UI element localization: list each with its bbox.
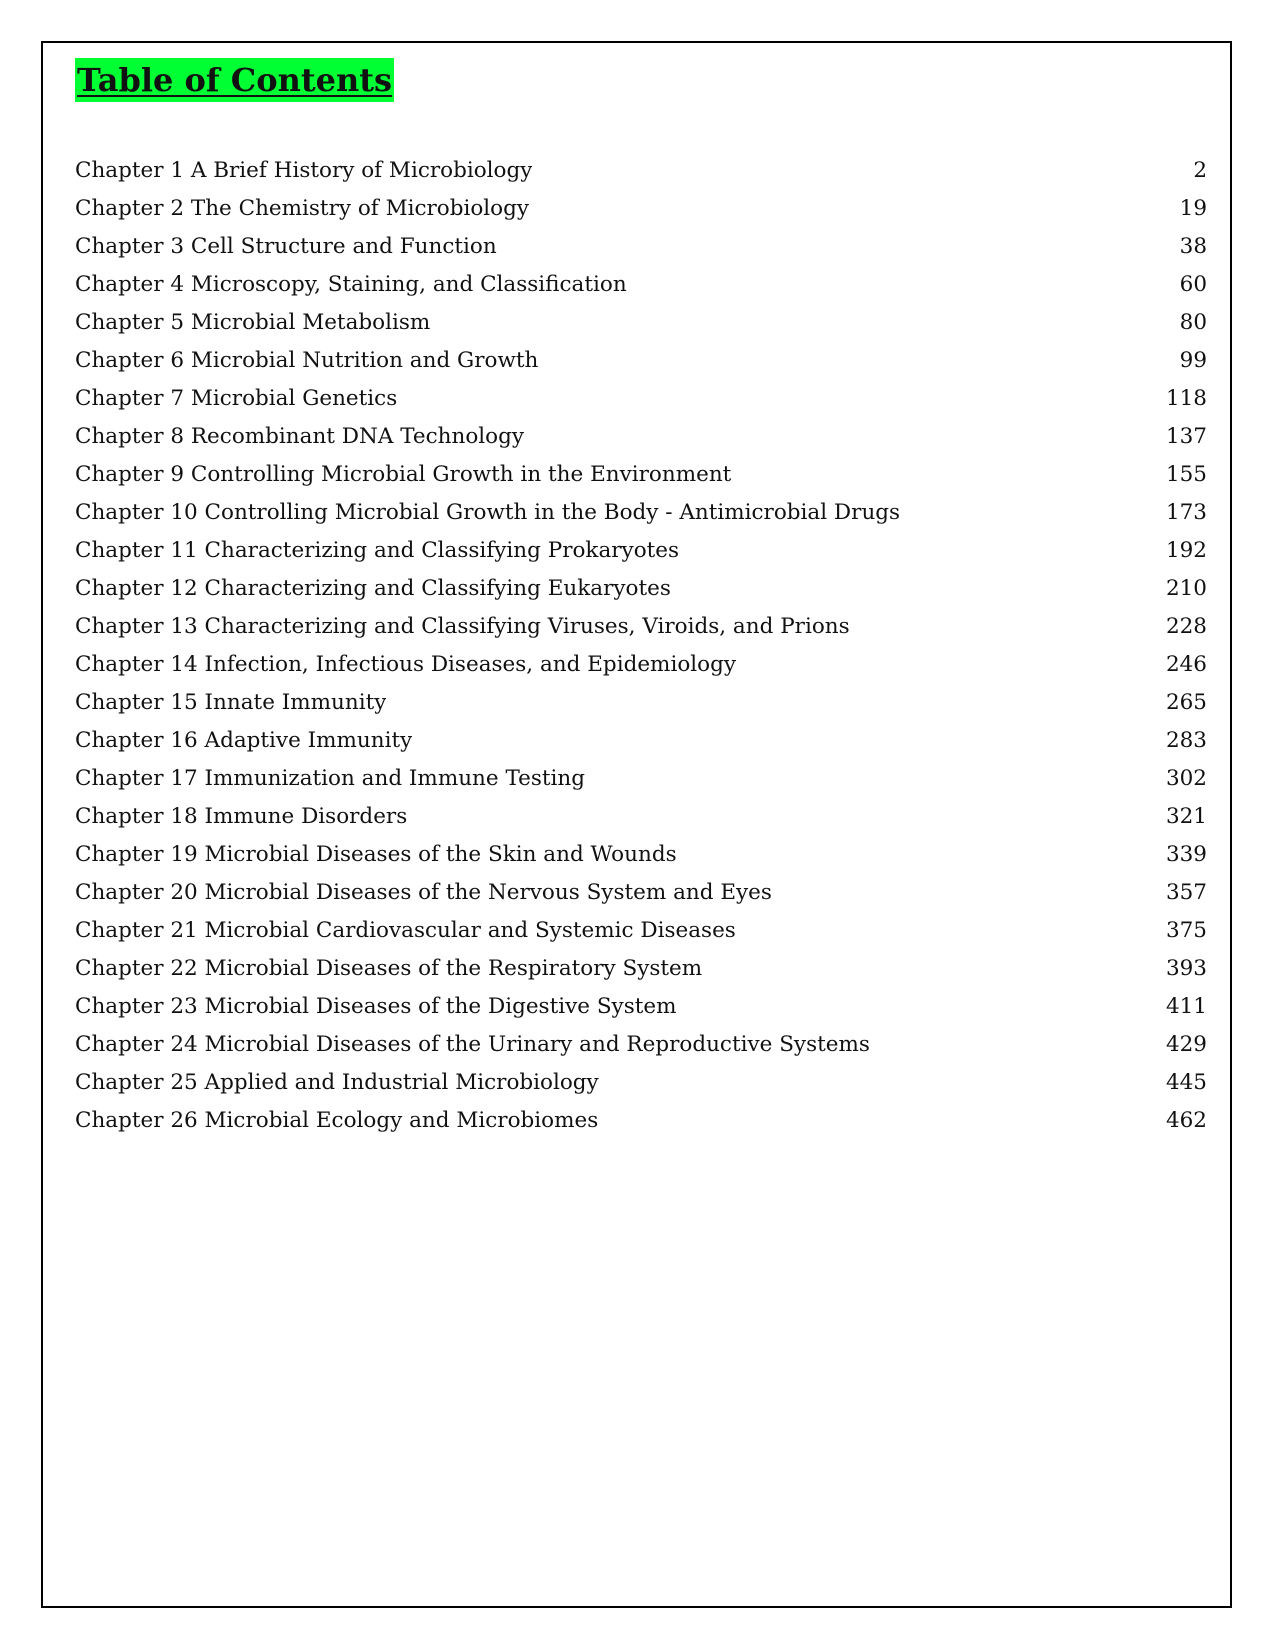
toc-entry[interactable] [75,152,1207,190]
toc-entry[interactable] [75,380,1207,418]
toc-entry[interactable] [75,760,1207,798]
toc-entry[interactable] [75,1064,1207,1102]
toc-entry-page-number: 60 [1179,272,1207,297]
toc-entry-page-number: 173 [1165,500,1207,525]
toc-list [75,152,1207,1140]
toc-entry[interactable] [75,456,1207,494]
toc-entry-page-number: 462 [1165,1108,1207,1133]
toc-entry-title: Chapter 15 Innate Immunity [75,690,387,715]
toc-entry-title: Chapter 20 Microbial Diseases of the Nervous System and Eyes [75,880,772,905]
toc-entry-page-number: 19 [1179,196,1207,221]
toc-entry-title: Chapter 10 Controlling Microbial Growth in the Body - Antimicrobial Drugs [75,500,901,525]
toc-entry-title: Chapter 12 Characterizing and Classifying Eukaryotes [75,576,671,601]
toc-entry-page-number: 80 [1179,310,1207,335]
toc-entry-title: Chapter 8 Recombinant DNA Technology [75,424,524,449]
toc-entry[interactable] [75,304,1207,342]
toc-entry[interactable] [75,1026,1207,1064]
toc-entry[interactable] [75,228,1207,266]
toc-entry[interactable] [75,836,1207,874]
toc-entry[interactable] [75,266,1207,304]
toc-entry-title: Chapter 6 Microbial Nutrition and Growth [75,348,539,373]
toc-entry-page-number: 155 [1165,462,1207,487]
toc-entry-title: Chapter 13 Characterizing and Classifying Viruses, Viroids, and Prions [75,614,850,639]
toc-entry-page-number: 38 [1179,234,1207,259]
toc-entry-title: Chapter 1 A Brief History of Microbiology [75,158,533,183]
toc-entry-page-number: 393 [1165,956,1207,981]
toc-entry-page-number: 99 [1179,348,1207,373]
toc-entry-page-number: 2 [1193,158,1207,183]
toc-entry-title: Chapter 21 Microbial Cardiovascular and Systemic Diseases [75,918,736,943]
toc-entry[interactable] [75,608,1207,646]
toc-entry-title: Chapter 18 Immune Disorders [75,804,408,829]
toc-entry-page-number: 302 [1165,766,1207,791]
toc-entry-page-number: 246 [1165,652,1207,677]
toc-entry[interactable] [75,494,1207,532]
toc-entry-title: Chapter 17 Immunization and Immune Testing [75,766,586,791]
toc-entry-title: Chapter 5 Microbial Metabolism [75,310,431,335]
toc-entry-page-number: 321 [1165,804,1207,829]
toc-entry[interactable] [75,722,1207,760]
toc-entry-title: Chapter 24 Microbial Diseases of the Urinary and Reproductive Systems [75,1032,870,1057]
toc-entry-page-number: 357 [1165,880,1207,905]
toc-entry-page-number: 411 [1165,994,1207,1019]
toc-entry-title: Chapter 22 Microbial Diseases of the Respiratory System [75,956,703,981]
toc-entry-title: Chapter 7 Microbial Genetics [75,386,398,411]
toc-entry-page-number: 375 [1165,918,1207,943]
toc-entry[interactable] [75,912,1207,950]
toc-entry-page-number: 137 [1165,424,1207,449]
toc-entry[interactable] [75,950,1207,988]
toc-entry-title: Chapter 9 Controlling Microbial Growth in the Environment [75,462,732,487]
toc-entry-page-number: 445 [1165,1070,1207,1095]
toc-entry-page-number: 339 [1165,842,1207,867]
toc-entry-title: Chapter 2 The Chemistry of Microbiology [75,196,530,221]
toc-entry-title: Chapter 19 Microbial Diseases of the Skin and Wounds [75,842,677,867]
toc-entry-page-number: 429 [1165,1032,1207,1057]
toc-entry[interactable] [75,988,1207,1026]
toc-entry-title: Chapter 3 Cell Structure and Function [75,234,497,259]
toc-entry[interactable] [75,684,1207,722]
toc-entry-title: Chapter 26 Microbial Ecology and Microbiomes [75,1108,599,1133]
toc-entry-page-number: 192 [1165,538,1207,563]
toc-entry-title: Chapter 16 Adaptive Immunity [75,728,413,753]
toc-entry-title: Chapter 11 Characterizing and Classifying Prokaryotes [75,538,680,563]
toc-entry[interactable] [75,570,1207,608]
toc-entry[interactable] [75,342,1207,380]
page-title: Table of Contents [75,58,394,102]
toc-entry[interactable] [75,646,1207,684]
toc-entry[interactable] [75,874,1207,912]
toc-entry-page-number: 228 [1165,614,1207,639]
toc-entry[interactable] [75,798,1207,836]
toc-entry-page-number: 283 [1165,728,1207,753]
toc-entry[interactable] [75,1102,1207,1140]
toc-entry-page-number: 118 [1165,386,1207,411]
toc-entry-title: Chapter 4 Microscopy, Staining, and Classification [75,272,627,297]
toc-entry-title: Chapter 14 Infection, Infectious Diseases, and Epidemiology [75,652,736,677]
toc-entry[interactable] [75,532,1207,570]
toc-entry-page-number: 265 [1165,690,1207,715]
toc-entry-title: Chapter 23 Microbial Diseases of the Digestive System [75,994,677,1019]
toc-entry[interactable] [75,418,1207,456]
toc-entry[interactable] [75,190,1207,228]
toc-entry-title: Chapter 25 Applied and Industrial Microbiology [75,1070,599,1095]
toc-entry-page-number: 210 [1165,576,1207,601]
